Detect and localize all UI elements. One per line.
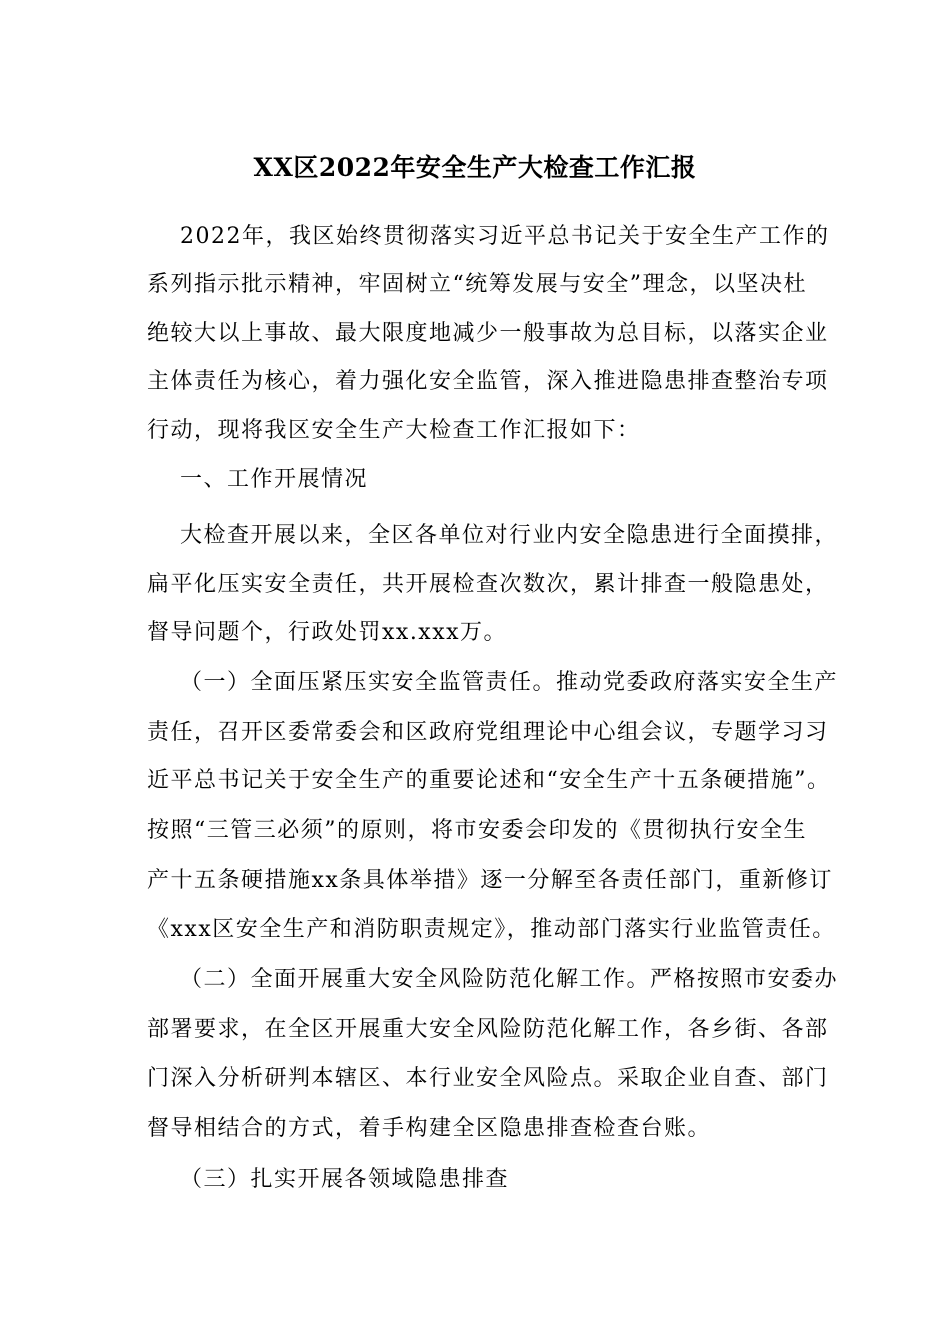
paragraph-line: 系列指示批示精神，牢固树立“统筹发展与安全”理念，以坚决杜 [147, 272, 807, 297]
paragraph-line: 扁平化压实安全责任，共开展检查次数次，累计排查一般隐患处， [147, 572, 829, 597]
paragraph-line: 按照“三管三必须”的原则，将市安委会印发的《贯彻执行安全生 [147, 818, 807, 843]
paragraph-line: 门深入分析研判本辖区、本行业安全风险点。采取企业自查、部门 [147, 1066, 829, 1091]
paragraph-line: 责任，召开区委常委会和区政府党组理论中心组会议，专题学习习 [147, 720, 829, 745]
paragraph-line: 督导相结合的方式，着手构建全区隐患排查检查台账。 [147, 1116, 712, 1141]
section-heading: 一、工作开展情况 [180, 467, 369, 492]
document-title: XX区2022年安全生产大检查工作汇报 [253, 153, 697, 182]
paragraph-line: 产十五条硬措施xx条具体举措》逐一分解至各责任部门，重新修订 [147, 868, 833, 893]
paragraph-line: 绝较大以上事故、最大限度地减少一般事故为总目标，以落实企业 [147, 321, 829, 346]
paragraph-line: 2022年，我区始终贯彻落实习近平总书记关于安全生产工作的 [180, 224, 830, 249]
paragraph-line: 近平总书记关于安全生产的重要论述和“安全生产十五条硬措施”。 [147, 768, 831, 793]
paragraph-line: 行动，现将我区安全生产大检查工作汇报如下： [147, 418, 641, 443]
paragraph-line: 部署要求，在全区开展重大安全风险防范化解工作，各乡街、各部 [147, 1017, 829, 1042]
paragraph-line: （二）全面开展重大安全风险防范化解工作。严格按照市安委办 [180, 967, 839, 992]
paragraph-line: 大检查开展以来，全区各单位对行业内安全隐患进行全面摸排， [180, 523, 839, 548]
subsection-heading: （三）扎实开展各领域隐患排查 [180, 1167, 510, 1192]
paragraph-line: （一）全面压紧压实安全监管责任。推动党委政府落实安全生产 [180, 670, 839, 695]
paragraph-line: 《xxx区安全生产和消防职责规定》，推动部门落实行业监管责任。 [147, 917, 836, 942]
paragraph-line: 主体责任为核心，着力强化安全监管，深入推进隐患排查整治专项 [147, 369, 829, 394]
paragraph-line: 督导问题个，行政处罚xx.xxx万。 [147, 620, 508, 645]
